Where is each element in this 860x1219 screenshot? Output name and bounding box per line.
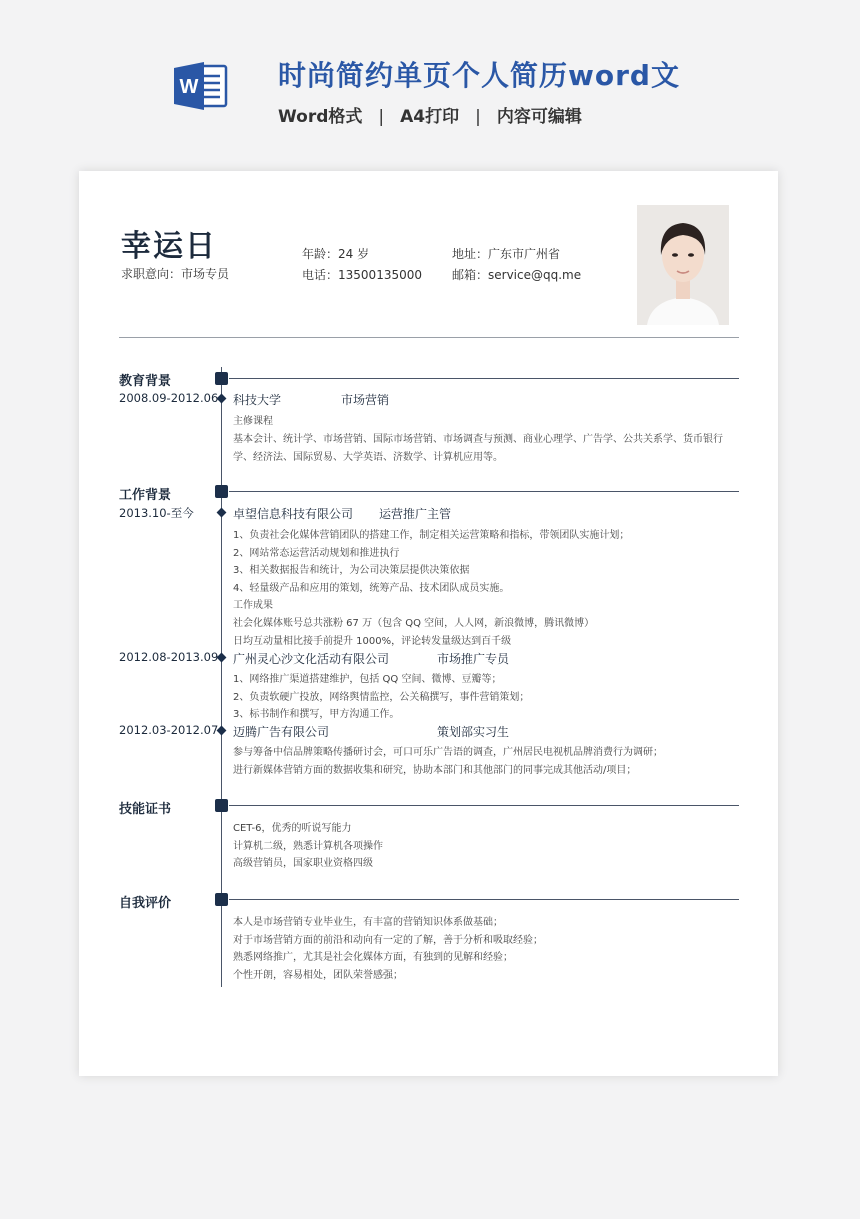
word-icon xyxy=(172,60,230,112)
section-marker xyxy=(215,799,228,812)
banner-sub-editable: 内容可编辑 xyxy=(496,107,582,127)
banner-title: 时尚简约单页个人简历word文 xyxy=(278,59,680,92)
section-marker xyxy=(215,372,228,385)
candidate-name: 幸运日 xyxy=(121,229,217,264)
education-line: 学、经济法、国际贸易、大学英语、济数学、计算机应用等。 xyxy=(233,452,503,463)
job-company: 迈腾广告有限公司 xyxy=(233,725,330,739)
job-company: 卓望信息科技有限公司 xyxy=(233,507,354,521)
job-line: 参与筹备中信品牌策略传播研讨会，可口可乐广告语的调查，广州居民电视机品牌消费行为调研； xyxy=(233,747,663,758)
skill-line: 计算机二级，熟悉计算机各项操作 xyxy=(233,841,383,852)
education-line: 基本会计、统计学、市场营销、国际市场营销、市场调查与预测、商业心理学、广告学、公共关系学、货币银行 xyxy=(233,434,723,445)
avatar-portrait xyxy=(637,205,729,325)
job-line: 3、相关数据报告和统计，为公司决策层提供决策依据 xyxy=(233,565,470,576)
self-eval-title: 自我评价 xyxy=(119,896,172,911)
job-intent: 求职意向：市场专员 xyxy=(121,267,230,281)
self-eval-line: 对于市场营销方面的前沿和动向有一定的了解，善于分析和吸取经验； xyxy=(233,935,543,946)
job-date: 2012.08-2013.09 xyxy=(119,650,219,664)
skill-line: 高级营销员，国家职业资格四级 xyxy=(233,858,373,869)
skills-title: 技能证书 xyxy=(119,802,172,817)
job-line: 进行新媒体营销方面的数据收集和研究，协助本部门和其他部门的同事完成其他活动/项目； xyxy=(233,765,637,776)
job-line: 工作成果 xyxy=(233,600,273,611)
education-title: 教育背景 xyxy=(119,374,172,389)
major-name: 市场营销 xyxy=(341,393,390,407)
section-marker xyxy=(215,485,228,498)
work-title: 工作背景 xyxy=(119,488,172,503)
job-company: 广州灵心沙文化活动有限公司 xyxy=(233,652,390,666)
job-line: 1、网络推广渠道搭建维护，包括 QQ 空间、微博、豆瓣等； xyxy=(233,674,502,685)
resume-page xyxy=(79,171,778,1076)
self-eval-line: 熟悉网络推广，尤其是社会化媒体方面，有独到的见解和经验； xyxy=(233,952,513,963)
education-date: 2008.09-2012.06 xyxy=(119,391,219,405)
section-marker xyxy=(215,893,228,906)
profile-photo xyxy=(637,205,729,325)
job-role: 运营推广主管 xyxy=(379,507,452,521)
banner-separator: | xyxy=(378,107,385,127)
job-line: 日均互动量相比接手前提升 1000%，评论转发量级达到百千级 xyxy=(233,636,512,647)
job-line: 2、网站常态运营活动规划和推进执行 xyxy=(233,548,400,559)
school-name: 科技大学 xyxy=(233,393,282,407)
section-rule xyxy=(229,805,739,806)
header-divider xyxy=(119,337,739,338)
entry-marker xyxy=(217,508,227,518)
banner-subtitle xyxy=(278,102,582,127)
skill-line: CET-6，优秀的听说写能力 xyxy=(233,823,352,834)
age-field: 年龄：24 岁 xyxy=(302,247,370,261)
banner xyxy=(0,0,860,160)
education-line: 主修课程 xyxy=(233,416,273,427)
banner-sub-print: A4打印 xyxy=(400,107,460,127)
section-rule xyxy=(229,899,739,900)
job-line: 社会化媒体账号总共涨粉 67 万（包含 QQ 空间，人人网，新浪微博，腾讯微博） xyxy=(233,618,595,629)
banner-separator: | xyxy=(475,107,481,127)
job-role: 市场推广专员 xyxy=(437,652,510,666)
banner-sub-format: Word格式 xyxy=(278,107,363,127)
job-line: 4、轻量级产品和应用的策划，统筹产品、技术团队成员实施。 xyxy=(233,583,510,594)
self-eval-line: 个性开朗，容易相处，团队荣誉感强； xyxy=(233,970,403,981)
job-line: 1、负责社会化媒体营销团队的搭建工作，制定相关运营策略和指标，带领团队实施计划； xyxy=(233,530,630,541)
self-eval-line: 本人是市场营销专业毕业生，有丰富的营销知识体系做基础； xyxy=(233,917,503,928)
job-line: 2、负责软硬广投放，网络舆情监控，公关稿撰写，事件营销策划； xyxy=(233,692,530,703)
job-date: 2012.03-2012.07 xyxy=(119,723,219,737)
word-icon-letter: W xyxy=(179,76,199,98)
section-rule xyxy=(229,491,739,492)
section-rule xyxy=(229,378,739,379)
job-line: 3、标书制作和撰写，甲方沟通工作。 xyxy=(233,709,400,720)
job-role: 策划部实习生 xyxy=(437,725,510,739)
job-date: 2013.10-至今 xyxy=(119,506,194,520)
address-field: 地址：广东市广州省 xyxy=(452,247,561,261)
phone-field: 电话：13500135000 xyxy=(302,268,422,282)
email-field: 邮箱：service@qq.me xyxy=(452,268,582,282)
